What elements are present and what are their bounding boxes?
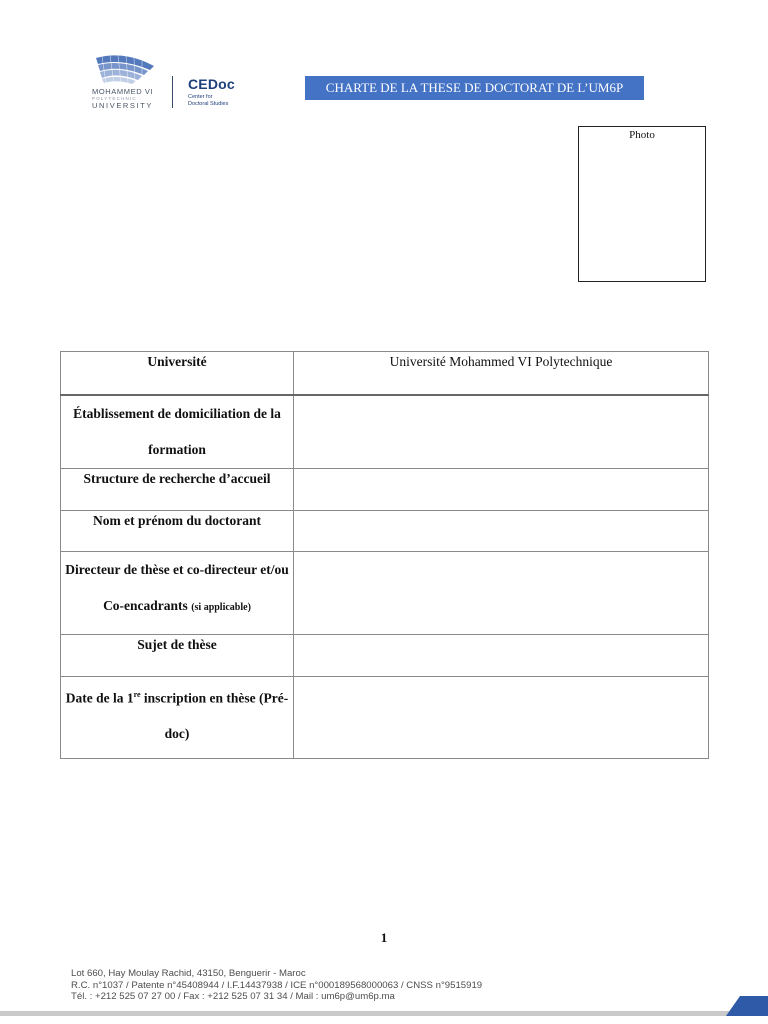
table-row bbox=[61, 676, 709, 758]
footer-address bbox=[71, 968, 482, 1003]
photo-label: Photo bbox=[629, 129, 655, 141]
footer-line-contact: Tél. : +212 525 07 27 00 / Fax : +212 525 07 31 34 / Mail : um6p@um6p.ma bbox=[71, 991, 395, 1002]
row-label-etablissement: Établissement de domiciliation de la formation bbox=[61, 395, 294, 469]
label-superscript: re bbox=[133, 689, 141, 699]
value-text bbox=[294, 677, 708, 679]
row-label-directeur bbox=[61, 551, 294, 634]
row-value-doctorant bbox=[294, 510, 709, 551]
table-row bbox=[61, 510, 709, 551]
table-row bbox=[61, 395, 709, 469]
value-text bbox=[294, 396, 708, 398]
value-text bbox=[294, 469, 708, 471]
cedoc-logo-subtitle-2: Doctoral Studies bbox=[188, 101, 229, 107]
row-value-universite bbox=[294, 352, 709, 395]
thesis-info-table bbox=[60, 351, 709, 759]
document-title-banner: CHARTE DE LA THESE DE DOCTORAT DE L’UM6P bbox=[305, 76, 644, 100]
um6p-logo-line1: MOHAMMED VI bbox=[92, 87, 154, 96]
cedoc-logo-name: CEDoc bbox=[188, 76, 235, 92]
row-label-structure: Structure de recherche d’accueil bbox=[61, 468, 294, 510]
row-value-date-inscription bbox=[294, 676, 709, 758]
row-value-etablissement bbox=[294, 395, 709, 469]
row-label-date-inscription bbox=[61, 676, 294, 758]
page-number: 1 bbox=[380, 930, 388, 945]
cedoc-logo-subtitle-1: Center for bbox=[188, 94, 213, 100]
um6p-grid-icon bbox=[88, 52, 160, 86]
row-value-sujet bbox=[294, 634, 709, 676]
row-label-doctorant: Nom et prénom du doctorant bbox=[61, 510, 294, 551]
table-row bbox=[61, 468, 709, 510]
label-text: Directeur de thèse et co-directeur et/ou Co-encadrants bbox=[65, 561, 289, 613]
um6p-logo bbox=[88, 52, 160, 112]
footer-bar bbox=[0, 1011, 768, 1016]
row-value-structure bbox=[294, 468, 709, 510]
footer-line-registration: R.C. n°1037 / Patente n°45408944 / I.F.14437938 / ICE n°000189568000063 / CNSS n°9515919 bbox=[71, 979, 483, 991]
footer-line-address: Lot 660, Hay Moulay Rachid, 43150, Benguerir - Maroc bbox=[71, 968, 306, 979]
um6p-logo-line3: UNIVERSITY bbox=[92, 101, 154, 110]
table-row bbox=[61, 352, 709, 395]
value-text: Université Mohammed VI Polytechnique bbox=[389, 354, 613, 369]
table-row bbox=[61, 634, 709, 676]
value-text bbox=[294, 635, 708, 637]
row-label-sujet: Sujet de thèse bbox=[61, 634, 294, 676]
label-text-pre: Date de la 1 bbox=[65, 690, 134, 705]
row-label-universite: Université bbox=[61, 352, 294, 395]
value-text bbox=[294, 511, 708, 513]
table-row bbox=[61, 551, 709, 634]
label-text-post: inscription en thèse (Pré-doc) bbox=[140, 690, 289, 741]
corner-accent-icon bbox=[726, 996, 768, 1016]
photo-box bbox=[578, 126, 706, 282]
label-note: (si applicable) bbox=[191, 601, 251, 613]
logo-area bbox=[88, 52, 248, 112]
um6p-logo-line2: POLYTECHNIC bbox=[92, 96, 137, 101]
value-text bbox=[294, 552, 708, 554]
logo-divider bbox=[172, 76, 173, 108]
row-value-directeur bbox=[294, 551, 709, 634]
